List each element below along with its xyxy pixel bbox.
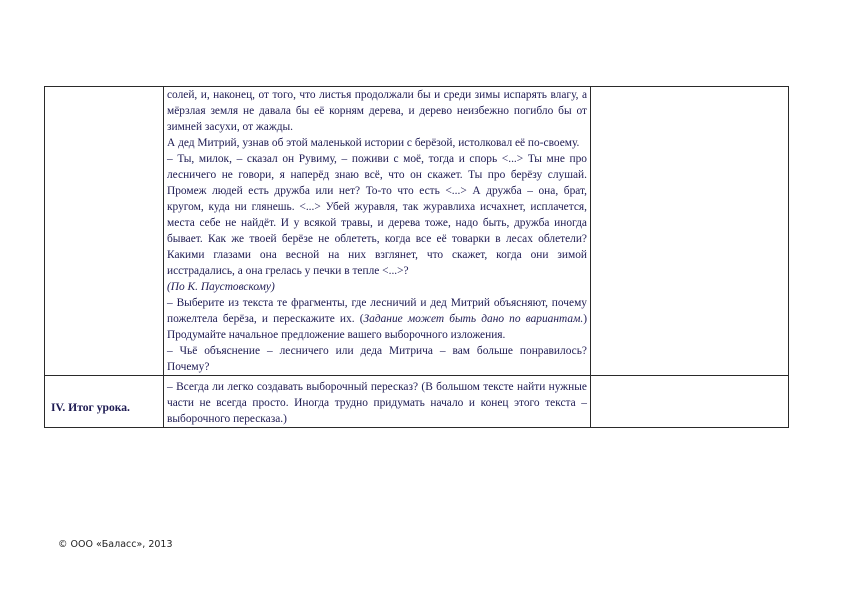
notes-cell	[591, 87, 789, 376]
story-paragraph: солей, и, наконец, от того, что листья продолжали бы и среди зимы испарять влагу, а мёрзлая земля не давала бы её корням дерева, и дерево неизбежно погибло бы от зимней засухи, от жажды.	[167, 89, 587, 133]
stage-cell	[45, 376, 164, 428]
source-attribution: (По К. Паустовскому)	[167, 281, 275, 293]
stage-cell	[45, 87, 164, 376]
table-row	[45, 376, 789, 428]
notes-cell	[591, 376, 789, 428]
content-cell	[164, 376, 591, 428]
question-paragraph: – Чьё объяснение – лесничего или деда Митрича – вам больше понравилось? Почему?	[167, 345, 587, 373]
story-paragraph: – Ты, милок, – сказал он Рувиму, – поживи с моё, тогда и спорь <...> Ты мне про лесничего не говори, я наперёд знаю всё, что он скажет. Ты про берёзу слушай. Промеж людей есть дружба или нет? То-то что есть <...> А дружба – она, брат, кругом, куда ни глянешь. <...> Убей журавля, так журавлиха исчахнет, исплачется, места себе не найдёт. И у всякой травы, и дерева тоже, надо быть, дружба иногда бывает. Как же твоей берёзе не облететь, когда все её товарки в лесах облетели? Какими глазами она весной на них взглянет, что скажет, когда они зимой исстрадались, а она грелась у печки в тепле <...>?	[167, 153, 587, 277]
stage-title: IV. Итог урока.	[51, 401, 130, 414]
table-row	[45, 87, 789, 376]
task-paragraph: – Выберите из текста те фрагменты, где лесничий и дед Митрий объясняют, почему пожелтела берёза, и перескажите их. (Задание может быть дано по вариантам.) Продумайте начальное предложение вашего выборочного изложения.	[167, 297, 587, 341]
story-paragraph: А дед Митрий, узнав об этой маленькой истории с берёзой, истолковал её по-своему.	[167, 137, 580, 149]
content-cell	[164, 87, 591, 376]
copyright-footer: © ООО «Баласс», 2013	[58, 539, 173, 550]
summary-paragraph: – Всегда ли легко создавать выборочный пересказ? (В большом тексте найти нужные части не всегда просто. Иногда трудно придумать начало и конец этого текста – выборочного пересказа.)	[167, 381, 587, 425]
lesson-table	[44, 86, 789, 428]
